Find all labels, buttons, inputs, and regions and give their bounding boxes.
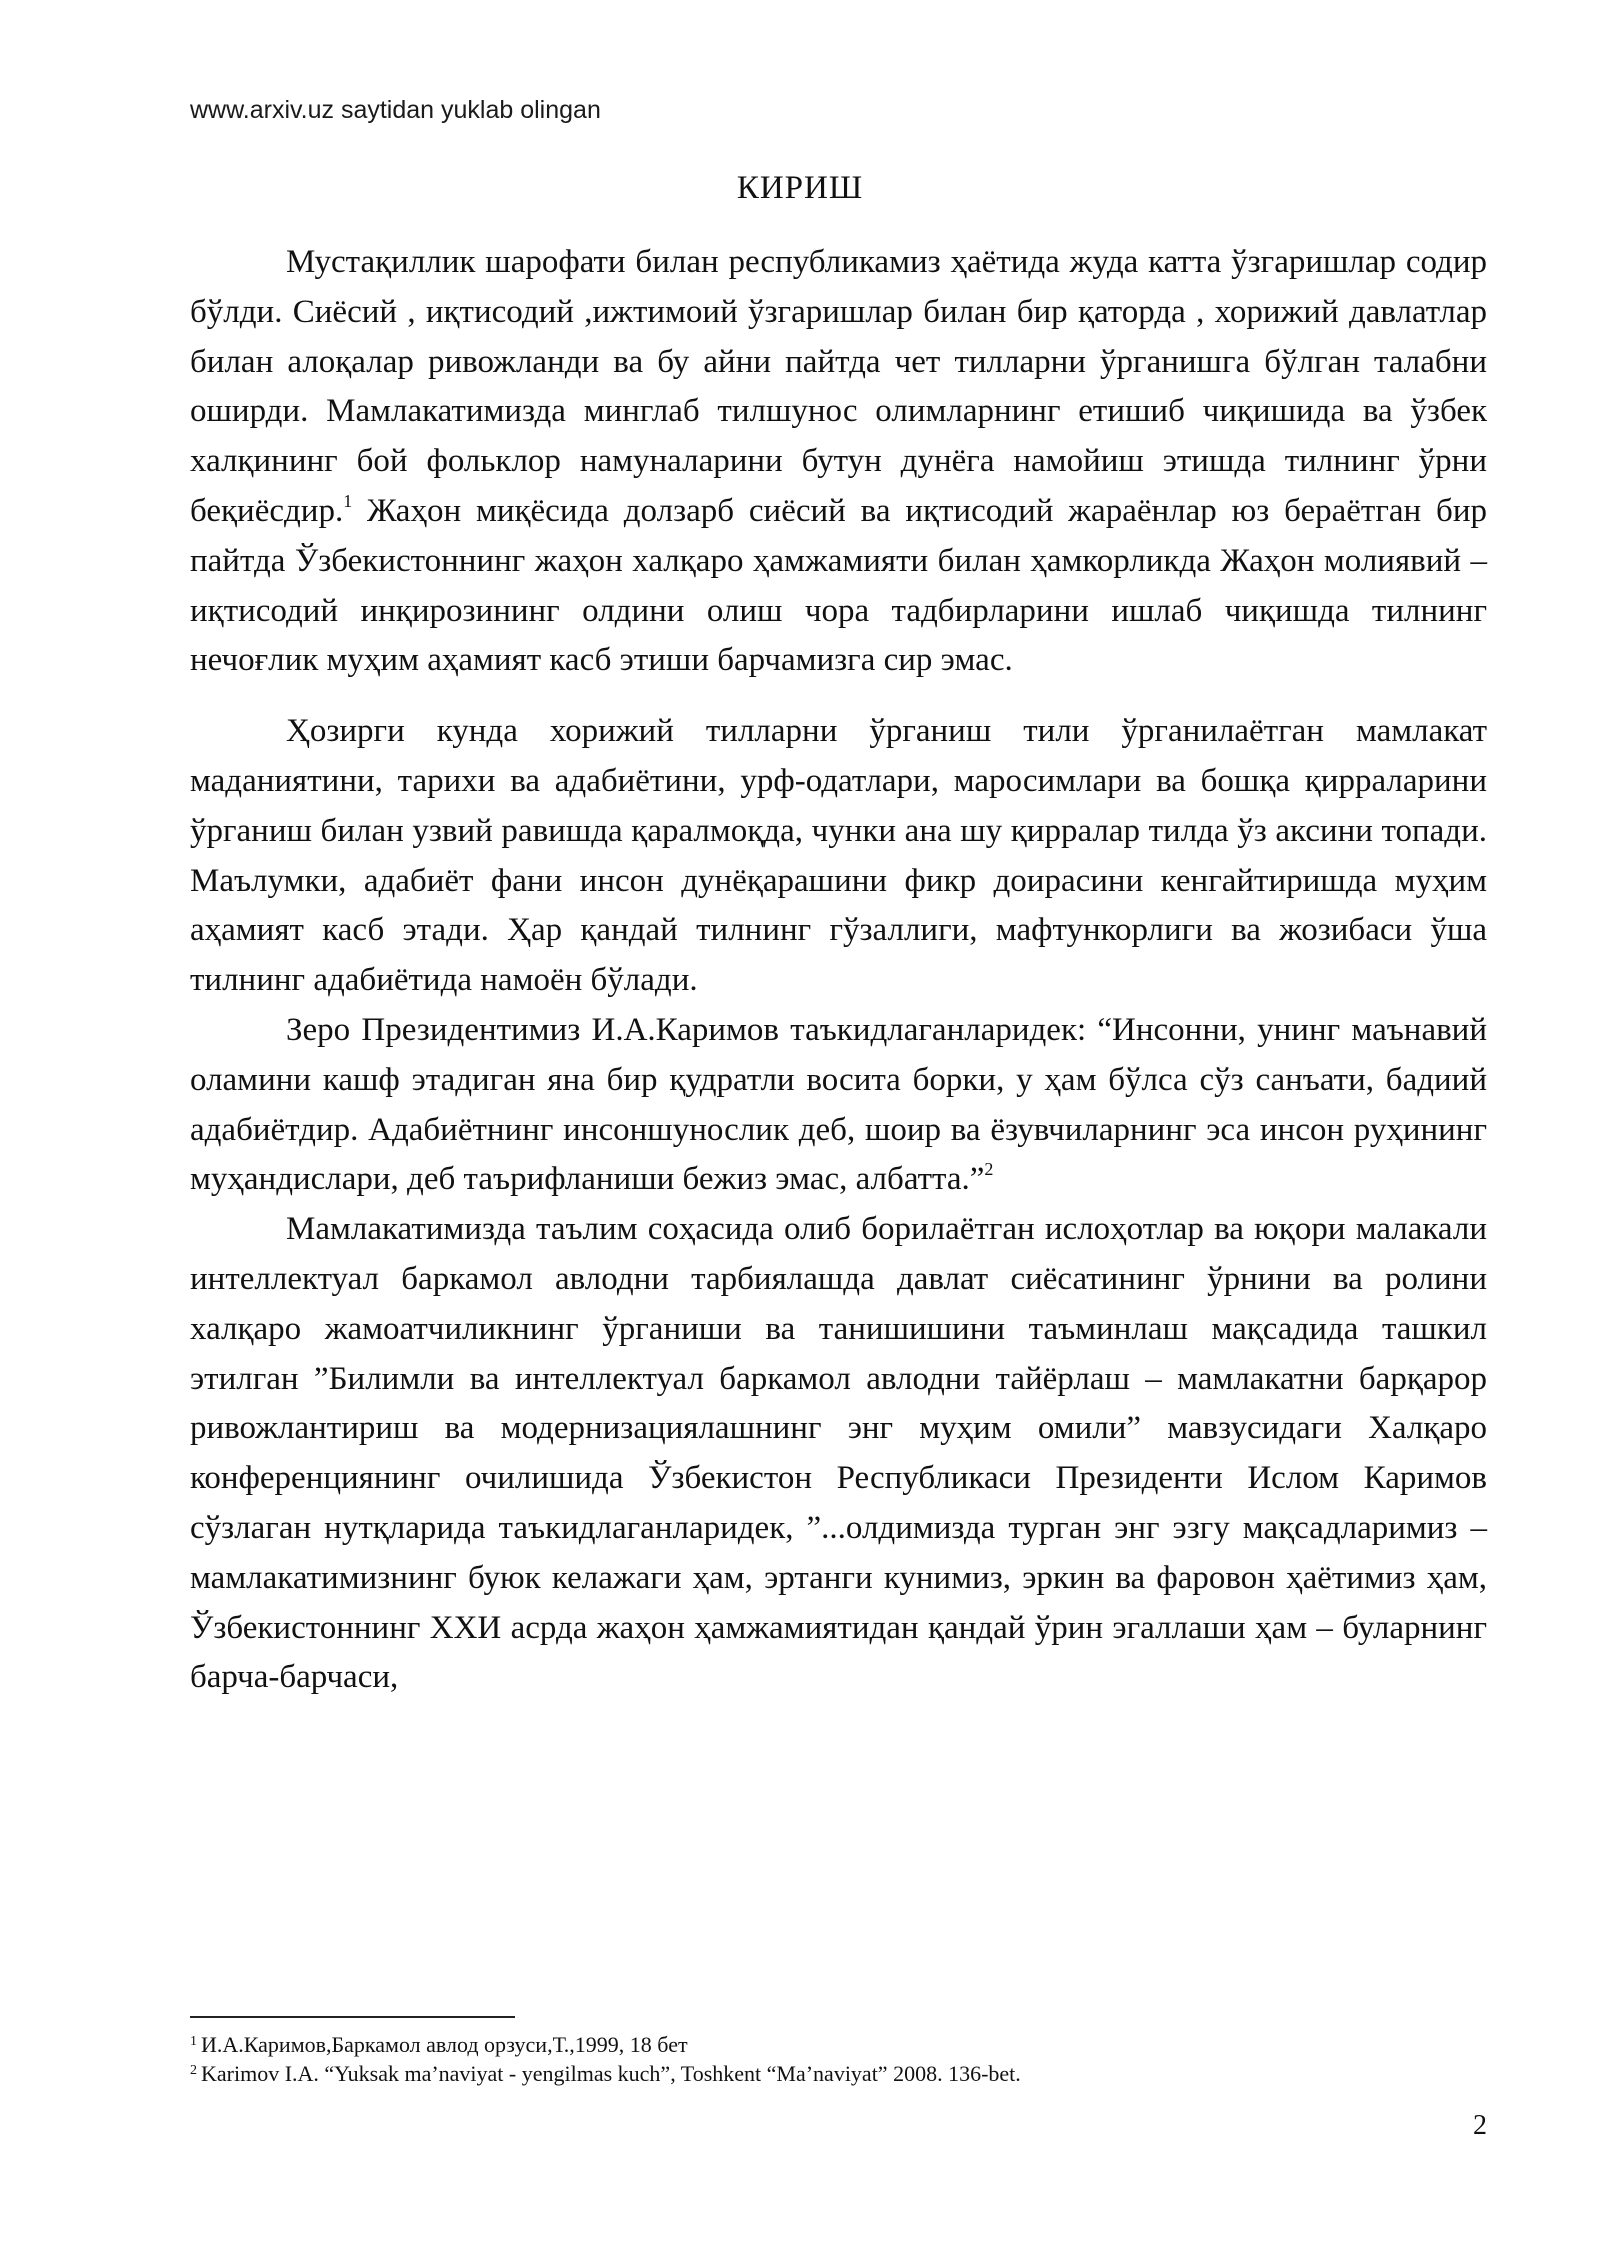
page-title: КИРИШ [736, 170, 864, 206]
footnote-separator [190, 2016, 515, 2018]
paragraph-text: Мамлакатимизда таълим соҳасида олиб борилаётган ислоҳотлар ва юқори малакали интеллектуал баркамол авлодни тарбиялашда давлат сиёсатининг ўрнини ва ролини халқаро жамоатчиликнинг ўрганиши ва танишишини таъминлаш мақсадида ташкил этилган ”Билимли ва интеллектуал баркамол авлодни тайёрлаш – мамлакатни барқарор ривожлантириш ва модернизациялашнинг энг муҳим омили” мавзусидаги Халқаро конференциянинг очилишида Ўзбекистон Республикаси Президенти Ислом Каримов сўзлаган нутқларида таъкидлаганларидек, ”...олдимизда турган энг эзгу мақсадларимиз – мамлакатимизнинг буюк келажаги ҳам, эртанги кунимиз, эркин ва фаровон ҳаётимиз ҳам, Ўзбекистоннинг XXИ асрда жаҳон ҳамжамиятидан қандай ўрин эгаллаши ҳам – буларнинг барча-барчаси, [190, 1211, 1487, 1696]
paragraph-4 [190, 1205, 1487, 1703]
footnotes [190, 2030, 1487, 2088]
footnote-1 [190, 2030, 1487, 2059]
footnote-ref-2[interactable]: 2 [984, 1159, 994, 1180]
paragraph-text: Ҳозирги кунда хорижий тилларни ўрганиш тили ўрганилаётган мамлакат маданиятини, тарихи ва адабиётини, урф-одатлари, маросимлари ва бошқа қирраларини ўрганиш билан узвий равишда қаралмоқда, чунки ана шу қирралар тилда ўз аксини топади. Маълумки, адабиёт фани инсон дунёқарашини фикр доирасини кенгайтиришда муҳим аҳамият касб этади. Ҳар қандай тилнинг гўзаллиги, мафтункорлиги ва жозибаси ўша тилнинг адабиётида намоён бўлади. [190, 713, 1487, 999]
paragraph-text: Мустақиллик шарофати билан республикамиз ҳаётида жуда катта ўзгаришлар содир бўлди. Сиёсий , иқтисодий ,ижтимоий ўзгаришлар билан бир қаторда , хорижий давлатлар билан алоқалар ривожланди ва бу айни пайтда чет тилларни ўрганишга бўлган талабни оширди. Мамлакатимизда минглаб тилшунос олимларнинг етишиб чиқишида ва ўзбек халқининг бой фольклор намуналарини бутун дунёга намойиш этишда тилнинг ўрни беқиёсдир. [190, 244, 1487, 529]
paragraph-text-continued: Жаҳон миқёсида долзарб сиёсий ва иқтисодий жараёнлар юз бераётган бир пайтда Ўзбекистоннинг жаҳон халқаро ҳамжамияти билан ҳамкорликда Жаҳон молиявий –иқтисодий инқирозининг олдини олиш чора тадбирларини ишлаб чиқишда тилнинг нечоғлик муҳим аҳамият касб этиши барчамизга сир эмас. [190, 492, 1487, 679]
paragraph-3 [190, 1006, 1487, 1205]
footnote-text: Karimov I.A. “Yuksak ma’naviyat - yengilmas kuch”, Toshkent “Ma’naviyat” 2008. 136-bet. [201, 2061, 1021, 2086]
source-note: www.arxiv.uz saytidan yuklab olingan [190, 96, 601, 124]
footnote-text: И.А.Каримов,Баркамол авлод орзуси,Т.,1999, 18 бет [201, 2032, 688, 2057]
footnote-number: 2 [190, 2063, 197, 2078]
paragraph-1 [190, 238, 1487, 686]
paragraph-text: Зеро Президентимиз И.А.Каримов таъкидлаганларидек: “Инсонни, унинг маънавий оламини кашф этадиган яна бир қудратли восита борки, у ҳам бўлса сўз санъати, бадиий адабиётдир. Адабиётнинг инсоншунослик деб, шоир ва ёзувчиларнинг эса инсон руҳининг муҳандислари, деб таърифланиши бежиз эмас, албатта.” [190, 1011, 1487, 1198]
body-text [190, 238, 1487, 1703]
page-number: 2 [1473, 2110, 1487, 2141]
paragraph-2 [190, 707, 1487, 1006]
footnote-number: 1 [190, 2034, 197, 2049]
footnote-ref-1[interactable]: 1 [343, 490, 353, 511]
footnote-2 [190, 2059, 1487, 2088]
